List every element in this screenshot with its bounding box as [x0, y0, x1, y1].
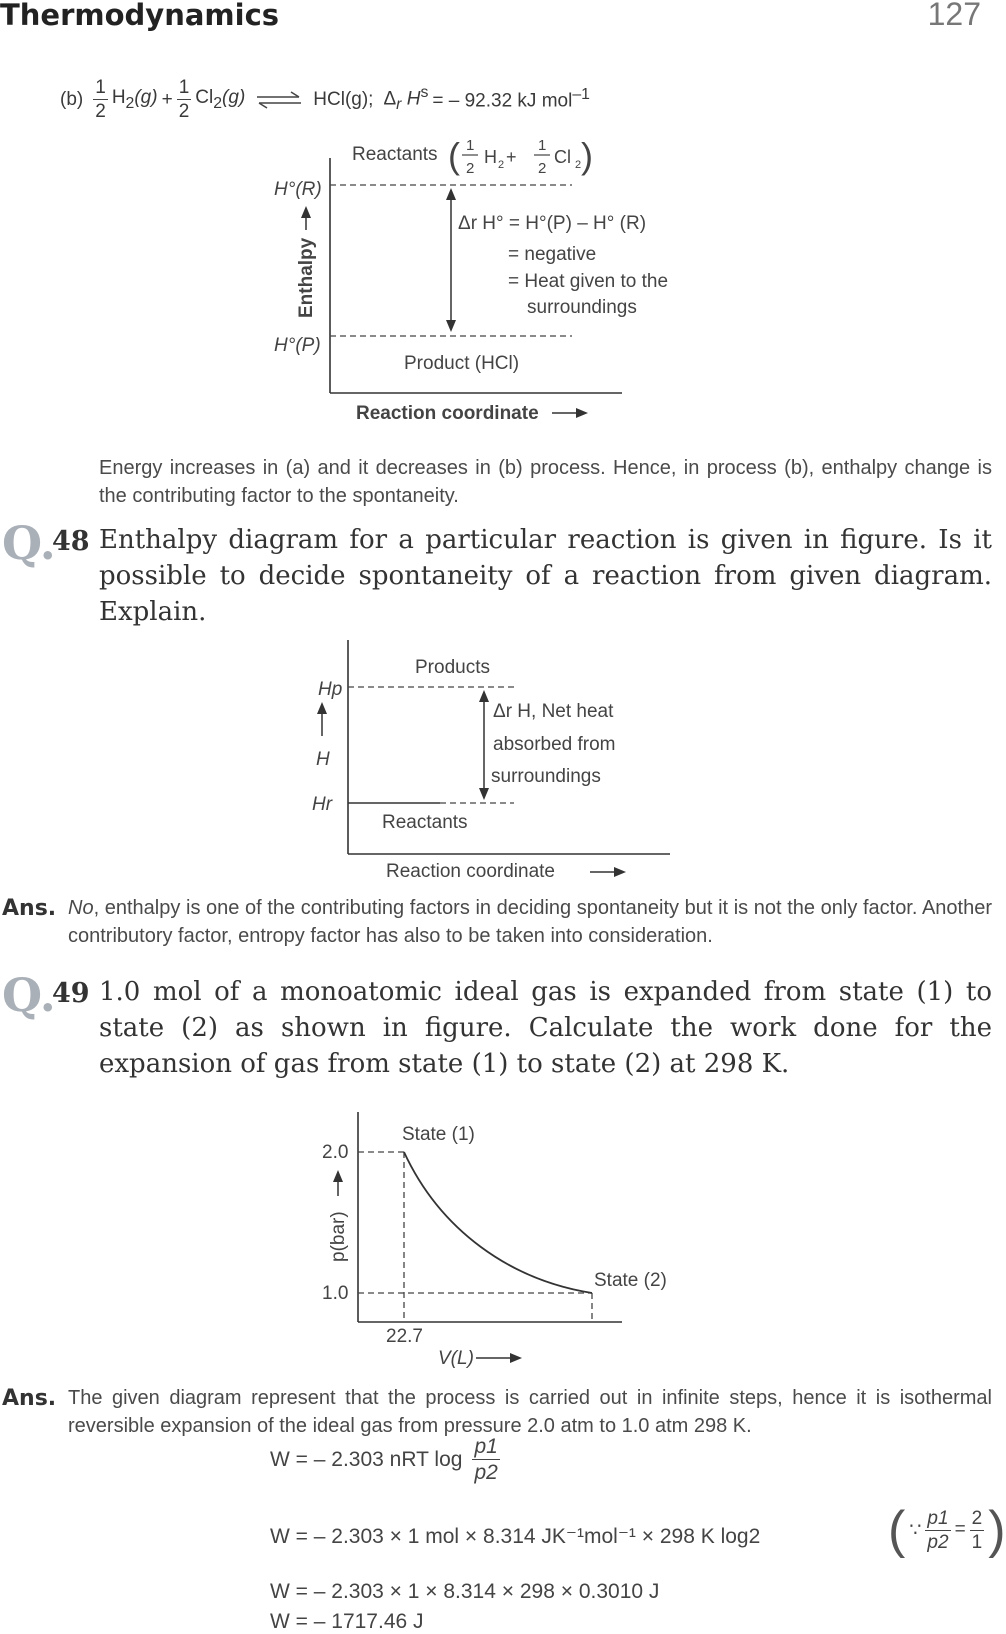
eq1-den: p2	[474, 1461, 498, 1484]
note-ratio-left	[925, 1509, 950, 1552]
eq1-lhs: W = – 2.303 nRT log	[270, 1447, 463, 1471]
state2-label: State (2)	[594, 1270, 667, 1291]
frac-num: 1	[95, 77, 106, 98]
h-symbol: H	[406, 88, 421, 110]
paren-open: (	[448, 135, 460, 176]
enthalpy-diagram-q48	[300, 640, 680, 890]
note-paragraph: Energy increases in (a) and it decreases in (b) process. Hence, in process (b), enthalpy change is the contributing factor to the spontaneity.	[99, 457, 992, 507]
equilibrium-arrow-icon	[255, 90, 303, 110]
arrow-down-head	[446, 320, 456, 332]
eq1-num: p1	[474, 1435, 498, 1458]
y-axis-label: p(bar)	[328, 1211, 349, 1262]
state1-label: State (1)	[402, 1124, 475, 1145]
question-text: 1.0 mol of a monoatomic ideal gas is expanded from state (1) to state (2) as shown in figure. Calculate the work done for the expansion of gas from state (1) to state (2) at 298 K.	[99, 977, 992, 1079]
enthalpy-axis-label: Enthalpy	[296, 237, 317, 318]
cl2-symbol	[195, 87, 245, 113]
question-marker: Q.	[2, 516, 56, 570]
r-sub: r	[396, 96, 402, 114]
x-tick: 22.7	[386, 1326, 423, 1347]
arrow-up-head	[446, 188, 456, 200]
h-up-arrow-head	[317, 702, 327, 714]
hr-label: H°(R)	[274, 179, 322, 200]
arrow-up-head	[479, 690, 489, 702]
answer-lead: No	[68, 897, 94, 919]
because-symbol: ∵	[909, 1519, 922, 1541]
delta-symbol: Δ	[383, 88, 397, 110]
x-arrow-head	[510, 1353, 522, 1363]
r-term1-sub: 2	[498, 159, 505, 171]
hp-label: Hp	[318, 679, 343, 700]
value-text: = – 92.32 kJ mol	[432, 90, 573, 112]
pressure-ratio	[472, 1436, 499, 1483]
isotherm-curve	[404, 1152, 592, 1293]
unit-sup: –1	[572, 86, 590, 104]
paren-close: )	[581, 135, 593, 176]
cl2-text: Cl	[195, 86, 214, 108]
part-label: (b)	[60, 88, 84, 110]
products-label: Products	[415, 657, 490, 678]
phase-g: (g)	[134, 86, 158, 108]
x-axis-label: Reaction coordinate	[356, 403, 539, 424]
h-label: H	[316, 749, 330, 770]
h2-symbol	[112, 87, 158, 113]
r-term1: H	[484, 147, 497, 167]
work-equation-3: W = – 2.303 × 1 × 8.314 × 298 × 0.3010 J	[270, 1580, 660, 1603]
work-equation-1	[270, 1436, 500, 1483]
answer-label: Ans.	[2, 1386, 57, 1411]
r-term2: Cl	[554, 147, 571, 167]
frac-den: 2	[95, 101, 106, 122]
paren-open: (	[888, 1501, 906, 1559]
enthalpy-up-arrow-head	[301, 206, 311, 218]
fraction-half-cl2	[177, 78, 192, 121]
answer-body: , enthalpy is one of the contributing factors in deciding spontaneity but it is not the only factor. Another contributory factor, entropy factor has also to be taken into consideration.	[68, 897, 992, 947]
note-rden: 1	[971, 1531, 983, 1553]
plus-sign: +	[161, 88, 173, 110]
answer-text: The given diagram represent that the process is carried out in infinite steps, hence it is isothermal reversible expansion of the ideal gas from pressure 2.0 atm to 1.0 atm 298 K.	[68, 1387, 992, 1437]
reactants-label: Reactants	[382, 812, 468, 833]
enthalpy-value	[432, 86, 590, 112]
x-axis-label: V(L)	[438, 1348, 474, 1369]
note-rnum: 2	[971, 1507, 983, 1529]
question-text: Enthalpy diagram for a particular reaction is given in figure. Is it possible to decide spontaneity of a reaction from given diagram. Explain.	[99, 525, 992, 627]
delta-r-h	[383, 84, 428, 114]
y-high-tick: 2.0	[322, 1142, 349, 1163]
work-equation-4: W = – 1717.46 J	[270, 1610, 424, 1633]
question-marker: Q.	[2, 968, 56, 1022]
x-axis-label: Reaction coordinate	[386, 861, 555, 882]
note-ratio-right	[970, 1509, 985, 1552]
answer-text	[68, 894, 992, 950]
pv-diagram	[310, 1110, 680, 1370]
x-arrow-head	[614, 867, 626, 877]
x-arrow-head	[576, 408, 588, 418]
negative-label: = negative	[508, 244, 597, 265]
hp-label: H°(P)	[274, 335, 321, 356]
work-equation-2: W = – 2.303 × 1 mol × 8.314 JK⁻¹mol⁻¹ × 298 K log2	[270, 1525, 761, 1548]
phase-g: (g)	[222, 86, 246, 108]
reactants-label: Reactants	[352, 144, 438, 165]
surroundings-label: surroundings	[527, 297, 637, 318]
note-num: p1	[927, 1507, 949, 1529]
hr-label: Hr	[312, 794, 333, 815]
heat-given-label: = Heat given to the	[508, 271, 669, 292]
half-den-1: 2	[466, 160, 475, 177]
half-num-2: 1	[538, 137, 547, 154]
chapter-title: Thermodynamics	[0, 0, 280, 32]
arrow-down-head	[479, 788, 489, 800]
product-label: Product (HCl)	[404, 353, 520, 374]
ratio-note	[888, 1500, 1006, 1560]
frac-num: 1	[178, 77, 190, 98]
paren-close: )	[988, 1501, 1006, 1559]
question-number: 48	[52, 526, 90, 557]
note-den: p2	[927, 1531, 949, 1553]
question-number: 49	[52, 978, 90, 1009]
reaction-equation-b	[60, 78, 590, 121]
delta-h-equation: Δr H° = H°(P) – H° (R)	[458, 213, 647, 234]
r-term-plus: +	[506, 147, 517, 167]
enthalpy-diagram-b	[260, 128, 700, 428]
cl2-sub: 2	[213, 94, 223, 112]
y-low-tick: 1.0	[322, 1283, 349, 1304]
delta-line-2: absorbed from	[493, 734, 616, 755]
frac-den: 2	[178, 101, 190, 122]
r-term2-sub: 2	[575, 159, 582, 171]
note-equals: =	[954, 1519, 966, 1540]
fraction-half-h2	[93, 78, 108, 121]
half-num-1: 1	[466, 137, 475, 154]
delta-line-3: surroundings	[491, 766, 601, 787]
delta-line-1: Δr H, Net heat	[493, 701, 614, 722]
std-sup: s	[420, 84, 429, 102]
y-up-arrow-head	[333, 1170, 343, 1182]
half-den-2: 2	[538, 160, 547, 177]
answer-label: Ans.	[2, 896, 57, 921]
product-hcl: HCl(g);	[313, 88, 374, 110]
h2-sub: 2	[125, 94, 135, 112]
h2-text: H	[111, 86, 126, 108]
page-number: 127	[927, 0, 981, 32]
